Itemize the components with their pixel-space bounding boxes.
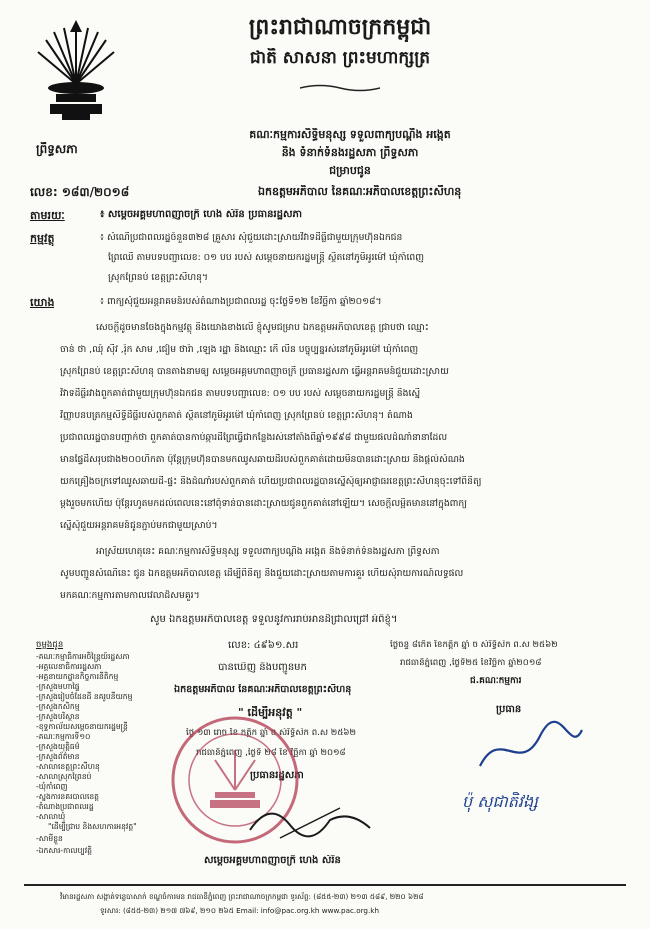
cc-item: -សាលាខេត្តព្រះសីហនុ	[36, 762, 100, 771]
right-role: ប្រធាន	[496, 704, 522, 715]
right-role-pre: ជ.គណៈកម្មការ	[470, 676, 522, 686]
closing: សូម ឯកឧត្តមអភិបាលខេត្ត ទទួលនូវការរាប់អានដ៏ជ្រាលជ្រៅ អំពីខ្ញុំ។	[150, 614, 398, 625]
forward-solar-date: រាជធានីភ្នំពេញ ,ថ្ងៃទី ២៨ ខែ វិច្ឆិកា ឆ្នាំ ២០១៨	[196, 748, 346, 758]
subject-line: ព្រៃឈើ តាមបទបញ្ជាលេខ: ០១ បប របស់ សម្ដេចនាយករដ្ឋមន្ត្រី ស្ថិតនៅភូមិអូរម៉ៅ ឃុំកាំពេញ	[108, 252, 424, 263]
cc-item: -ក្រសួងយុត្តិធម៌	[36, 742, 80, 751]
forward-action: " ដើម្បីអនុវត្ត "	[238, 706, 303, 719]
cc-item: -គណៈកម្មាធិការអចិន្ត្រៃយ៍រដ្ឋសភា	[36, 652, 130, 661]
cc-item: -សាមីខ្លួន	[36, 834, 63, 843]
cc-item: -ក្រសួងកសិកម្ម	[36, 702, 80, 711]
cc-item: -សាលាឃុំ	[36, 812, 66, 821]
kingdom-title: ព្រះរាជាណាចក្រកម្ពុជា	[248, 15, 432, 40]
cc-item: -គណៈកម្មការទី១០	[36, 732, 91, 741]
header-line-1: គណៈកម្មការសិទ្ធិមនុស្ស ទទួលពាក្យបណ្ដឹង អង្កេត	[249, 128, 451, 141]
forward-to: ឯកឧត្តមអភិបាល នៃគណៈអភិបាលខេត្តព្រះសីហនុ	[174, 684, 352, 695]
header-line-3: ជម្រាបជូន	[329, 164, 371, 177]
reference-number: លេខ: ១៨៣/២០១៨	[30, 185, 130, 199]
cc-item: -អគ្គលេខាធិការរដ្ឋសភា	[36, 662, 102, 671]
center-signature	[240, 790, 380, 850]
cc-item: -ស្នងការនគរបាលខេត្ត	[36, 792, 99, 801]
body-line: យកគ្រឿងចក្រទៅឈូសឆាយដី-ផ្ទះ និងដំណាំរបស់ពួកគាត់ ហើយប្រជាពលរដ្ឋបានស្នើសុំឲ្យអាជ្ញាធរខេត្តព្រះសីហនុចុះទៅពិនិត្យ	[60, 476, 482, 487]
reference-text: ៖ ពាក្យសុំជួយអន្តរាគមន៍របស់តំណាងប្រជាពលរដ្ឋ ចុះថ្ងៃទី១២ ខែវិច្ឆិកា ឆ្នាំ២០១៨។	[100, 296, 382, 307]
body-line: មកគណៈកម្មការតាមកាលវេលាដ៏សមគួរ។	[60, 590, 200, 601]
cc-title: ចម្លងជូន	[36, 640, 64, 650]
forward-signer-name: សម្ដេចអគ្គមហាពញាចក្រី ហេង សំរិន	[204, 855, 341, 866]
cc-item: -សាលាស្រុកព្រៃនប់	[36, 772, 92, 781]
body-line: វិញ្ញាបនបត្រកម្មសិទ្ធិដីធ្លីរបស់ពួកគាត់ ស្ថិតនៅភូមិអូរម៉ៅ ឃុំកាំពេញ ស្រុកព្រៃនប់ ខេត្តព្រះសីហនុ។ តំណាង	[60, 410, 413, 421]
decorative-divider	[300, 78, 380, 88]
cc-item: -អគ្គនាយកដ្ឋានកិច្ចការនីតិកម្ម	[36, 672, 119, 681]
forward-lunar-date: ថ្ងៃ ១៣ រោច ខែ កត្តិក ឆ្នាំ ច សំរឹទ្ធិស័ក ព.ស ២៥៦២	[186, 728, 356, 738]
cc-item: -ឯកសារ-កាលប្បវត្តិ	[36, 846, 92, 855]
motto: ជាតិ សាសនា ព្រះមហាក្សត្រ	[249, 48, 431, 68]
body-line: មានផ្ទៃដីសរុបជាង២០០ហិកតា ប៉ុន្ដែក្រុមហ៊ុនបានមកឈូសឆាយដីរបស់ពួកគាត់ដោយមិនបានដោះស្រាយ និងផ្ដល់សំណង	[60, 454, 465, 465]
cc-item: -ក្រសួងរៀបចំដែនដី នគរូបនីយកម្ម	[36, 692, 133, 701]
forward-seen: បានឃើញ និងបញ្ជូនមក	[218, 662, 307, 673]
cc-item: -ខុទ្ទកាល័យសម្ដេចនាយករដ្ឋមន្ត្រី	[36, 722, 128, 731]
cc-item: -ក្រសួងបរិស្ថាន	[36, 712, 80, 721]
right-solar-date: រាជធានីភ្នំពេញ ,ថ្ងៃទី២៥ ខែវិច្ឆិកា ឆ្នាំ២០១៨	[400, 658, 542, 668]
right-lunar-date: ថ្ងៃចន្ទ ៨កើត ខែកត្តិក ឆ្នាំ ច សំរឹទ្ធិស័ក ព.ស ២៥៦២	[390, 640, 558, 650]
cc-item: -តំណាងប្រជាពលរដ្ឋ	[36, 802, 94, 811]
body-line: វិវាទដីធ្លីរវាងពួកគាត់ជាមួយក្រុមហ៊ុនឯកជន តាមបទបញ្ជាលេខ: ០១ បប របស់ សម្ដេចនាយករដ្ឋមន្ត្រី និងស្នើ	[60, 388, 421, 399]
cc-item: -ក្រសួងព័ត៌មាន	[36, 752, 80, 761]
cc-item: -ឃុំកាំពេញ	[36, 782, 68, 791]
footer-divider	[24, 884, 626, 886]
body-line: សូមបញ្ជូនសំណើនេះ ជូន ឯកឧត្តមអភិបាលខេត្ត ដើម្បីពិនិត្យ និងជួយដោះស្រាយតាមការគួរ ហើយសុំរាយការណ៍លទ្ធផល	[60, 568, 464, 579]
institution-label: ព្រឹទ្ធសភា	[36, 142, 78, 156]
forward-number: លេខ: ៤៩៦១.សរ	[228, 640, 299, 651]
subject-label: កម្មវត្ថុ	[30, 232, 55, 245]
subject-line: ស្រុកព្រៃនប់ ខេត្តព្រះសីហនុ។	[108, 272, 208, 283]
senate-emblem	[30, 18, 122, 138]
body-line: ស្រុកព្រៃនប់ ខេត្តព្រះសីហនុ បានតាងនាមឲ្យ សម្ដេចអគ្គមហាពញាចក្រី ប្រធានរដ្ឋសភា ធ្វើអន្តរាគមន៍ជួយដោះស្រាយ	[60, 366, 449, 377]
body-line: អាស្រ័យហេតុនេះ គណៈកម្មការសិទ្ធិមនុស្ស ទទួលពាក្យបណ្ដឹង អង្កេត និងទំនាក់ទំនងរដ្ឋសភា ព្រឹទ្ធសភា	[96, 546, 440, 557]
forward-signer-title: ប្រធានរដ្ឋសភា	[250, 770, 304, 781]
header-line-2: និង ទំនាក់ទំនងរដ្ឋសភា ព្រឹទ្ធសភា	[281, 146, 419, 159]
right-signature	[470, 716, 590, 786]
body-line: ម្ដងរួចមកហើយ ប៉ុន្ដែរហូតមកដល់ពេលនេះនៅពុំទាន់បានដោះស្រាយជូនពួកគាត់នៅឡើយ។ សេចក្ដីលម្អិតមាននៅក្នុងពាក្យ	[60, 498, 467, 509]
reference-label: យោង	[30, 296, 55, 309]
recipient: ឯកឧត្តមអភិបាល នៃគណៈអភិបាលខេត្តព្រះសីហនុ	[258, 185, 462, 198]
cc-item: "ដើម្បីជ្រាប និងសហការអនុវត្ត"	[48, 822, 137, 831]
via-label: តាមរយៈ	[30, 209, 65, 222]
footer-line-2: ទូរសារ: (៨៥៥-២៣) ២១៧ ៧៦៩, ២១០ ២៦៥ Email: info@pac.org.kh www.pac.org.kh	[100, 906, 379, 915]
right-signer-name: ប៉ុ សុជាតិវង្ស	[462, 792, 538, 811]
body-line: ស្នើសុំជួយអន្តរាគមន៍ជូនភ្ជាប់មកជាមួយស្រាប់។	[60, 520, 218, 531]
via-text: ៖ សម្ដេចអគ្គមហាពញាចក្រី ហេង សំរិន ប្រធានរដ្ឋសភា	[100, 209, 303, 220]
subject-line: ៖ សំណើប្រជាពលរដ្ឋចំនួន៣២៨ គ្រួសារ សុំជួយដោះស្រាយវិវាទដីធ្លីជាមួយក្រុមហ៊ុនឯកជន	[100, 232, 403, 243]
body-line: ប្រជាពលរដ្ឋបានបញ្ជាក់ថា ពួកគាត់បានកាប់ឆ្ការដីព្រៃធ្វើជាកន្លែងរស់នៅតាំងពីឆ្នាំ១៩៩៨ ជាមួយផលដំណាំនានាដែល	[60, 432, 448, 443]
footer-line-1: វិមានរដ្ឋសភា សង្កាត់ទន្លេបាសាក់ ខណ្ឌចំការមន រាជធានីភ្នំពេញ ព្រះរាជាណាចក្រកម្ពុជា ទូរស័ព្ទ: (៨៥៥-២៣) ២១៣ ៥៨៩, ២២០ ៦២៨	[60, 892, 424, 901]
body-line: សេចក្ដីដូចមានចែងក្នុងកម្មវត្ថុ និងយោងខាងលើ ខ្ញុំសូមជម្រាប ឯកឧត្តមអភិបាលខេត្ត ជ្រាបថា ឈ្មោះ	[96, 322, 429, 333]
cc-item: -ក្រសួងមហាផ្ទៃ	[36, 682, 80, 691]
body-line: ចាន់ ថា ,ឈុំ សុីវ ,រ៉ុក សាម ,ជៀម ថារ៉ា ,ឡេង រដ្ឋា និងឈ្មោះ កើ លីន បច្ចុប្បន្នរស់នៅភូមិអូរម៉ៅ ឃុំកាំពេញ	[60, 344, 419, 355]
